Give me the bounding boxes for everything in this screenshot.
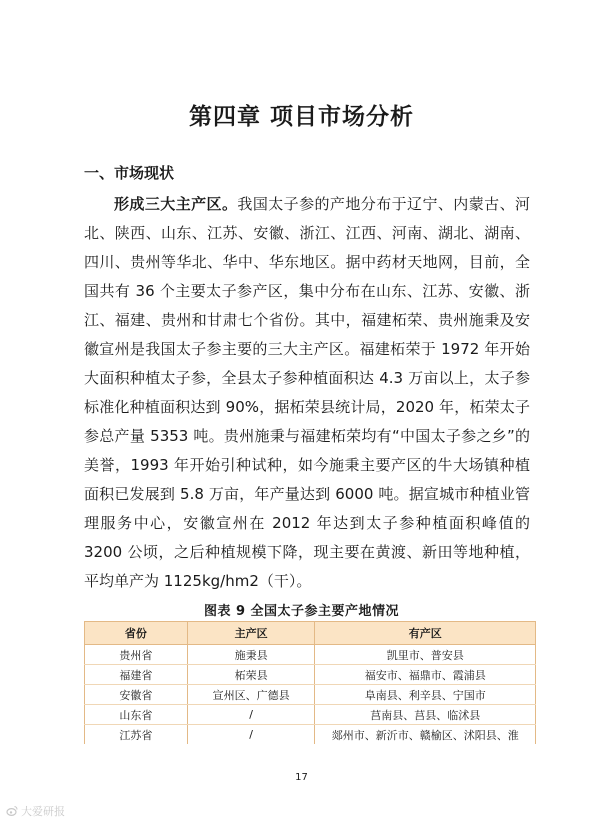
cell-other-region: 莒南县、莒县、临沭县 <box>315 705 536 725</box>
page-number: 17 <box>295 772 308 783</box>
cell-province: 福建省 <box>85 665 188 685</box>
cell-province: 江苏省 <box>85 725 188 745</box>
table-caption: 图表 9 全国太子参主要产地情况 <box>203 604 400 619</box>
production-region-table <box>84 621 536 744</box>
cell-other-region: 郯州市、新沂市、赣榆区、沭阳县、淮 <box>315 725 536 745</box>
cell-main-region: / <box>187 705 315 725</box>
cell-other-region: 凯里市、普安县 <box>315 645 536 665</box>
header-other-region: 有产区 <box>315 622 536 645</box>
table-row <box>85 665 536 685</box>
cell-other-region: 阜南县、利辛县、宁国市 <box>315 685 536 705</box>
cell-main-region: / <box>187 725 315 745</box>
chapter-title: 第四章 项目市场分析 <box>188 103 414 130</box>
paragraph-text: 我国太子参的产地分布于辽宁、内蒙古、河北、陕西、山东、江苏、安徽、浙江、江西、河南、湖北、湖南、四川、贵州等华北、华中、华东地区。据中药材天地网，目前，全国共有 36 个主要太子参产区，集中分布在山东、江苏、安徽、浙江、福建、贵州和甘肃七个省份。其中，福建柘荣、贵州施秉及安徽宣州是我国太子参主要的三大主产区。福建柘荣于 1972 年开始大面积种植太子参，全县太子参种植面积达 4.3 万亩以上，太子参标准化种植面积达到 90%，据柘荣县统计局，2020 年，柘荣太子参总产量 5353 吨。贵州施秉与福建柘荣均有“中国太子参之乡”的美誉，1993 年开始引种试种，如今施秉主要产区的牛大场镇种植面积已发展到 5.8 万亩，年产量达到 6000 吨。据宣城市种植业管理服务中心，安徽宣州在 2012 年达到太子参种植面积峰值的 3200 公顷，之后种植规模下降，现主要在黄渡、新田等地种植，平均单产为 1125kg/hm2（干）。 <box>84 195 530 590</box>
cell-main-region: 宣州区、广德县 <box>187 685 315 705</box>
cell-other-region: 福安市、福鼎市、霞浦县 <box>315 665 536 685</box>
paragraph-lead: 形成三大主产区。 <box>114 195 238 213</box>
watermark-text: 大爱研报 <box>21 805 65 818</box>
body-paragraph <box>84 190 530 596</box>
table-row <box>85 705 536 725</box>
header-province: 省份 <box>85 622 188 645</box>
section-heading: 一、市场现状 <box>84 164 175 182</box>
table-row <box>85 685 536 705</box>
cell-main-region: 柘荣县 <box>187 665 315 685</box>
cell-province: 安徽省 <box>85 685 188 705</box>
table-header-row <box>85 622 536 645</box>
cell-province: 山东省 <box>85 705 188 725</box>
weibo-logo-icon <box>6 805 18 817</box>
table-row <box>85 725 536 745</box>
cell-main-region: 施秉县 <box>187 645 315 665</box>
watermark <box>6 803 65 819</box>
cell-province: 贵州省 <box>85 645 188 665</box>
header-main-region: 主产区 <box>187 622 315 645</box>
table-row <box>85 645 536 665</box>
